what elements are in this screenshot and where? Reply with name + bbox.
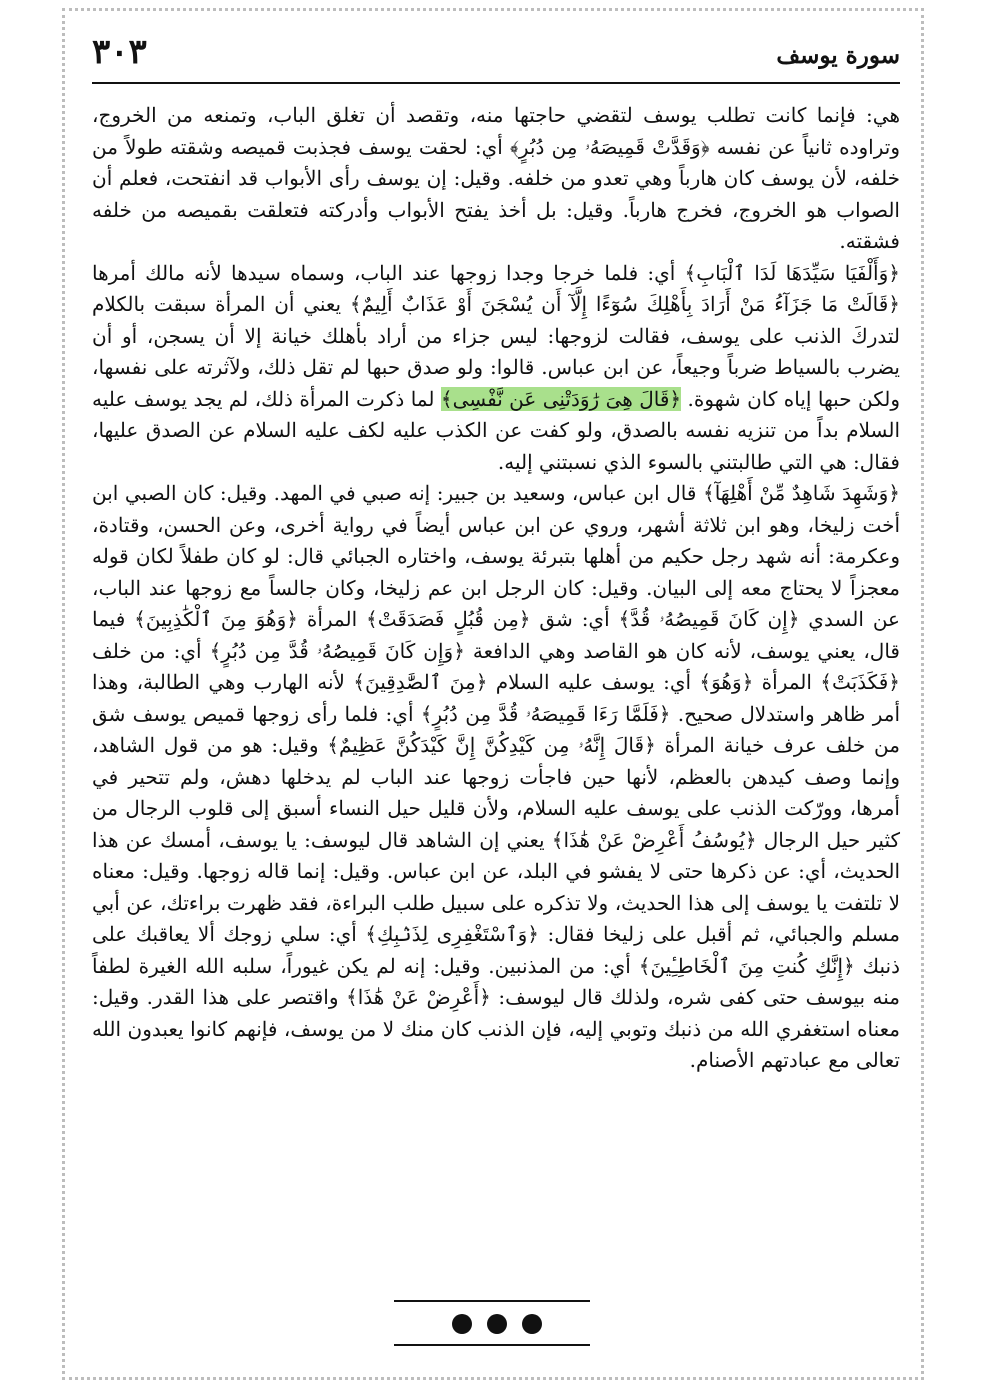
paragraph	[92, 100, 900, 258]
highlighted-quran-quote[interactable]: ﴿قَالَ هِىَ رَٰوَدَتْنِى عَن نَّفْسِى﴾	[440, 386, 682, 411]
paragraph-text: لما ذكرت المرأة ذلك، لم يجد يوسف عليه السلام بداً من تنزيه نفسه بالصدق، ولو كفت عن الكذب عليه لكف عليه السلام عن الصدق عليها، فقال: هي التي طالبتني بالسوء الذي نسبتني إليه.	[92, 386, 900, 474]
paragraph-text: أي: لحقت يوسف فجذبت قميصه وشقته طولاً من خلفه، لأن يوسف كان هارباً وهي تعدو من خلفه. وقيل: إن يوسف رأى الأبواب قد انفتحت، فعلم أن الصواب هو الخروج، فخرج هارباً. وقيل: بل أخذ يفتح الأبواب وأدركته فتعلقت بقميصه من خلفه فشقته.	[92, 134, 900, 253]
quran-quote: ﴿وَأَلْفَيَا سَيِّدَهَا لَدَا ٱلْبَابِ﴾	[684, 260, 900, 285]
surah-title: سورة يوسف	[776, 42, 900, 69]
paragraph	[92, 258, 900, 479]
header-rule	[92, 82, 900, 84]
paragraph-text: هي: فإنما كانت تطلب يوسف لتقضي حاجتها منه، وتقصد أن تغلق الباب، وتمنعه من الخروج، وتراوده ثانياً عن نفسه	[92, 103, 901, 159]
end-rule-bottom	[394, 1344, 590, 1346]
quran-quote: ﴿وَشَهِدَ شَاهِدٌ مِّنْ أَهْلِهَآ﴾	[702, 481, 901, 505]
page-header	[92, 30, 900, 78]
paragraph	[92, 478, 900, 1077]
page-body	[92, 100, 900, 1077]
end-ornament	[452, 1312, 542, 1336]
ornament-dot	[452, 1314, 472, 1334]
quran-quote: ﴿وَقَدَّتْ قَمِيصَهُۥ مِن دُبُرٍ﴾	[510, 134, 710, 159]
page-number: ٣٠٣	[92, 32, 147, 72]
ornament-dot	[522, 1314, 542, 1334]
paragraph-text: قال ابن عباس، وسعيد بن جبير: إنه صبي في المهد. وقيل: كان الصبي ابن أخت زليخا، وهو ابن ثلاثة أشهر، وروي عن ابن عباس أيضاً في رواية أخرى، وعن الحسن، وقتادة، وعكرمة: أنه شهد رجل حكيم من أهلها بتبرئة يوسف، واختاره الجبائي قال: لو كان طفلاً لكان قوله معجزاً لا يحتاج معه إلى البيان. وقيل: كان الرجل ابن عم زليخا، وكان جالساً مع زوجها عند الباب، عن السدي ﴿إِن كَانَ قَمِيصُهُۥ قُدَّ﴾ أي: شق ﴿مِن قُبُلٍ فَصَدَقَتْ﴾ المرأة ﴿وَهُوَ مِنَ ٱلْكَٰذِبِينَ﴾ فيما قال، يعني يوسف، لأنه كان هو القاصد وهي الدافعة ﴿وَإِن كَانَ قَمِيصُهُۥ قُدَّ مِن دُبُرٍ﴾ أي: من خلف ﴿فَكَذَبَتْ﴾ المرأة ﴿وَهُوَ﴾ أي: يوسف عليه السلام ﴿مِنَ ٱلصَّٰدِقِينَ﴾ لأنه الهارب وهي الطالبة، وهذا أمر ظاهر واستدلال صحيح. ﴿فَلَمَّا رَءَا قَمِيصَهُۥ قُدَّ مِن دُبُرٍ﴾ أي: فلما رأى زوجها قميص يوسف شق من خلف عرف خيانة المرأة ﴿قَالَ إِنَّهُۥ مِن كَيْدِكُنَّ إِنَّ كَيْدَكُنَّ عَظِيمٌ﴾ وقيل: هو من قول الشاهد، وإنما وصف كيدهن بالعظم، لأنها حين فاجأت زوجها عند الباب لم يدخلها دهش، ولم تتحير في أمرها، وورّكت الذنب على يوسف عليه السلام، ولأن قليل حيل النساء أسبق إلى قلوب الرجال من كثير حيل الرجال ﴿يُوسُفُ أَعْرِضْ عَنْ هَٰذَا﴾ يعني إن الشاهد قال ليوسف: يا يوسف، أمسك عن هذا الحديث، أي: عن ذكرها حتى لا يفشو في البلد، عن ابن عباس. وقيل: إنما قاله زوجها. وقيل: معناه لا تلتفت يا يوسف إلى هذا الحديث، ولا تذكره على سبيل طلب البراءة، فقد ظهرت براءتك، عن أبي مسلم والجبائي، ثم أقبل على زليخا فقال: ﴿وَٱسْتَغْفِرِى لِذَنۢبِكِ﴾ أي: سلي زوجك ألا يعاقبك على ذنبك ﴿إِنَّكِ كُنتِ مِنَ ٱلْخَاطِـِٔينَ﴾ أي: من المذنبين. وقيل: إنه لم يكن غيوراً، سلبه الله الغيرة لطفاً منه بيوسف حتى كفى شره، ولذلك قال ليوسف: ﴿أَعْرِضْ عَنْ هَٰذَا﴾ واقتصر على هذا القدر. وقيل: معناه استغفري الله من ذنبك وتوبي إليه، فإن الذنب كان منك لا من يوسف، فإنهم كانوا يعبدون الله تعالى مع عبادتهم الأصنام.	[92, 481, 901, 1072]
end-rule-top	[394, 1300, 590, 1302]
ornament-dot	[487, 1314, 507, 1334]
paragraph-text: أي: فلما خرجا وجدا زوجها عند الباب، وسماه سيدها لأنه مالك أمرها ﴿قَالَتْ مَا جَزَآءُ مَنْ أَرَادَ بِأَهْلِكَ سُوٓءًا إِلَّآ أَن يُسْجَنَ أَوْ عَذَابٌ أَلِيمٌ﴾ يعني أن المرأة سبقت بالكلام لتدركَ الذنب على يوسف، فقالت لزوجها: ليس جزاء من أراد بأهلك خيانة إلا أن يسجن، أو أن يضرب بالسياط ضرباً وجيعاً، عن ابن عباس. قالوا: ولو صدق حبها لم تقل ذلك، ولآثرته على نفسها، ولكن حبها إياه كان شهوة.	[92, 260, 900, 411]
